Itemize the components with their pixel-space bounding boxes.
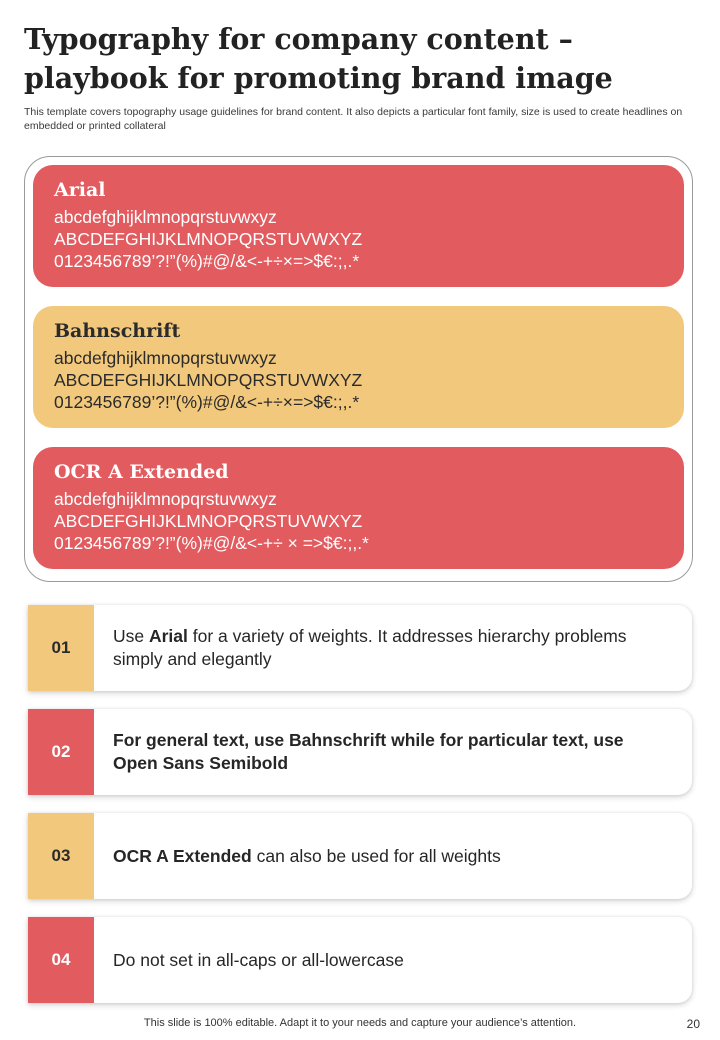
tip-text: [113, 917, 668, 1003]
tip-row-02: [28, 709, 692, 795]
tip-text-plain: for a variety of weights. It addresses hierarchy problems simply and elegantly: [113, 626, 627, 669]
font-sample-symbols: 0123456789’?!”(%)#@/&<-+÷×=>$€:;,.*: [54, 251, 360, 271]
tip-row-04: [28, 917, 692, 1003]
font-sample-lowercase: abcdefghijklmnopqrstuvwxyz: [54, 207, 277, 227]
tip-text: [113, 709, 668, 795]
font-sample-uppercase: ABCDEFGHIJKLMNOPQRSTUVWXYZ: [54, 229, 363, 249]
tip-number-badge: 04: [28, 917, 94, 1003]
tip-text-bold: For general text, use Bahnschrift while for particular text, use Open Sans Semibold: [113, 730, 624, 773]
page-subtitle: This template covers topography usage guidelines for brand content. It also depicts a particular font family, size is used to create headlines on embedded or printed collateral: [24, 106, 683, 132]
font-sample-uppercase: ABCDEFGHIJKLMNOPQRSTUVWXYZ: [54, 511, 363, 531]
tip-row-03: [28, 813, 692, 899]
tip-row-01: [28, 605, 692, 691]
page-title: Typography for company content –playbook for promoting brand image: [24, 22, 613, 95]
font-sample-uppercase: ABCDEFGHIJKLMNOPQRSTUVWXYZ: [54, 370, 363, 390]
tip-text-bold: Arial: [148, 626, 188, 646]
tip-number-badge: 03: [28, 813, 94, 899]
tip-text-bold: OCR A Extended: [113, 845, 252, 866]
tip-text: [113, 605, 668, 691]
font-sample-symbols: 0123456789’?!”(%)#@/&<-+÷×=>$€:;,.*: [54, 392, 360, 412]
tip-text-plain: can also be used for all weights: [251, 845, 501, 866]
tip-number-badge: 01: [28, 605, 94, 691]
font-name: Bahnschrift: [54, 320, 181, 342]
tip-number-badge: 02: [28, 709, 94, 795]
font-name: Arial: [54, 179, 106, 201]
font-card-bahnschrift: [33, 306, 684, 428]
font-name: OCR A Extended: [54, 461, 229, 483]
footer-note: This slide is 100% editable. Adapt it to your needs and capture your audience’s attention.: [143, 1017, 577, 1029]
tip-text-plain: Use: [113, 626, 149, 646]
font-sample-lowercase: abcdefghijklmnopqrstuvwxyz: [54, 348, 277, 368]
font-card-ocr-a-extended: [33, 447, 684, 569]
font-sample-lowercase: abcdefghijklmnopqrstuvwxyz: [54, 489, 277, 509]
font-sample-symbols: 0123456789’?!”(%)#@/&<-+÷ × =>$€:;,.*: [54, 533, 369, 553]
tip-text-plain: Do not set in all-caps or all-lowercase: [113, 949, 404, 970]
tip-text: [113, 813, 668, 899]
page-number: 20: [686, 1017, 700, 1031]
font-card-arial: [33, 165, 684, 287]
